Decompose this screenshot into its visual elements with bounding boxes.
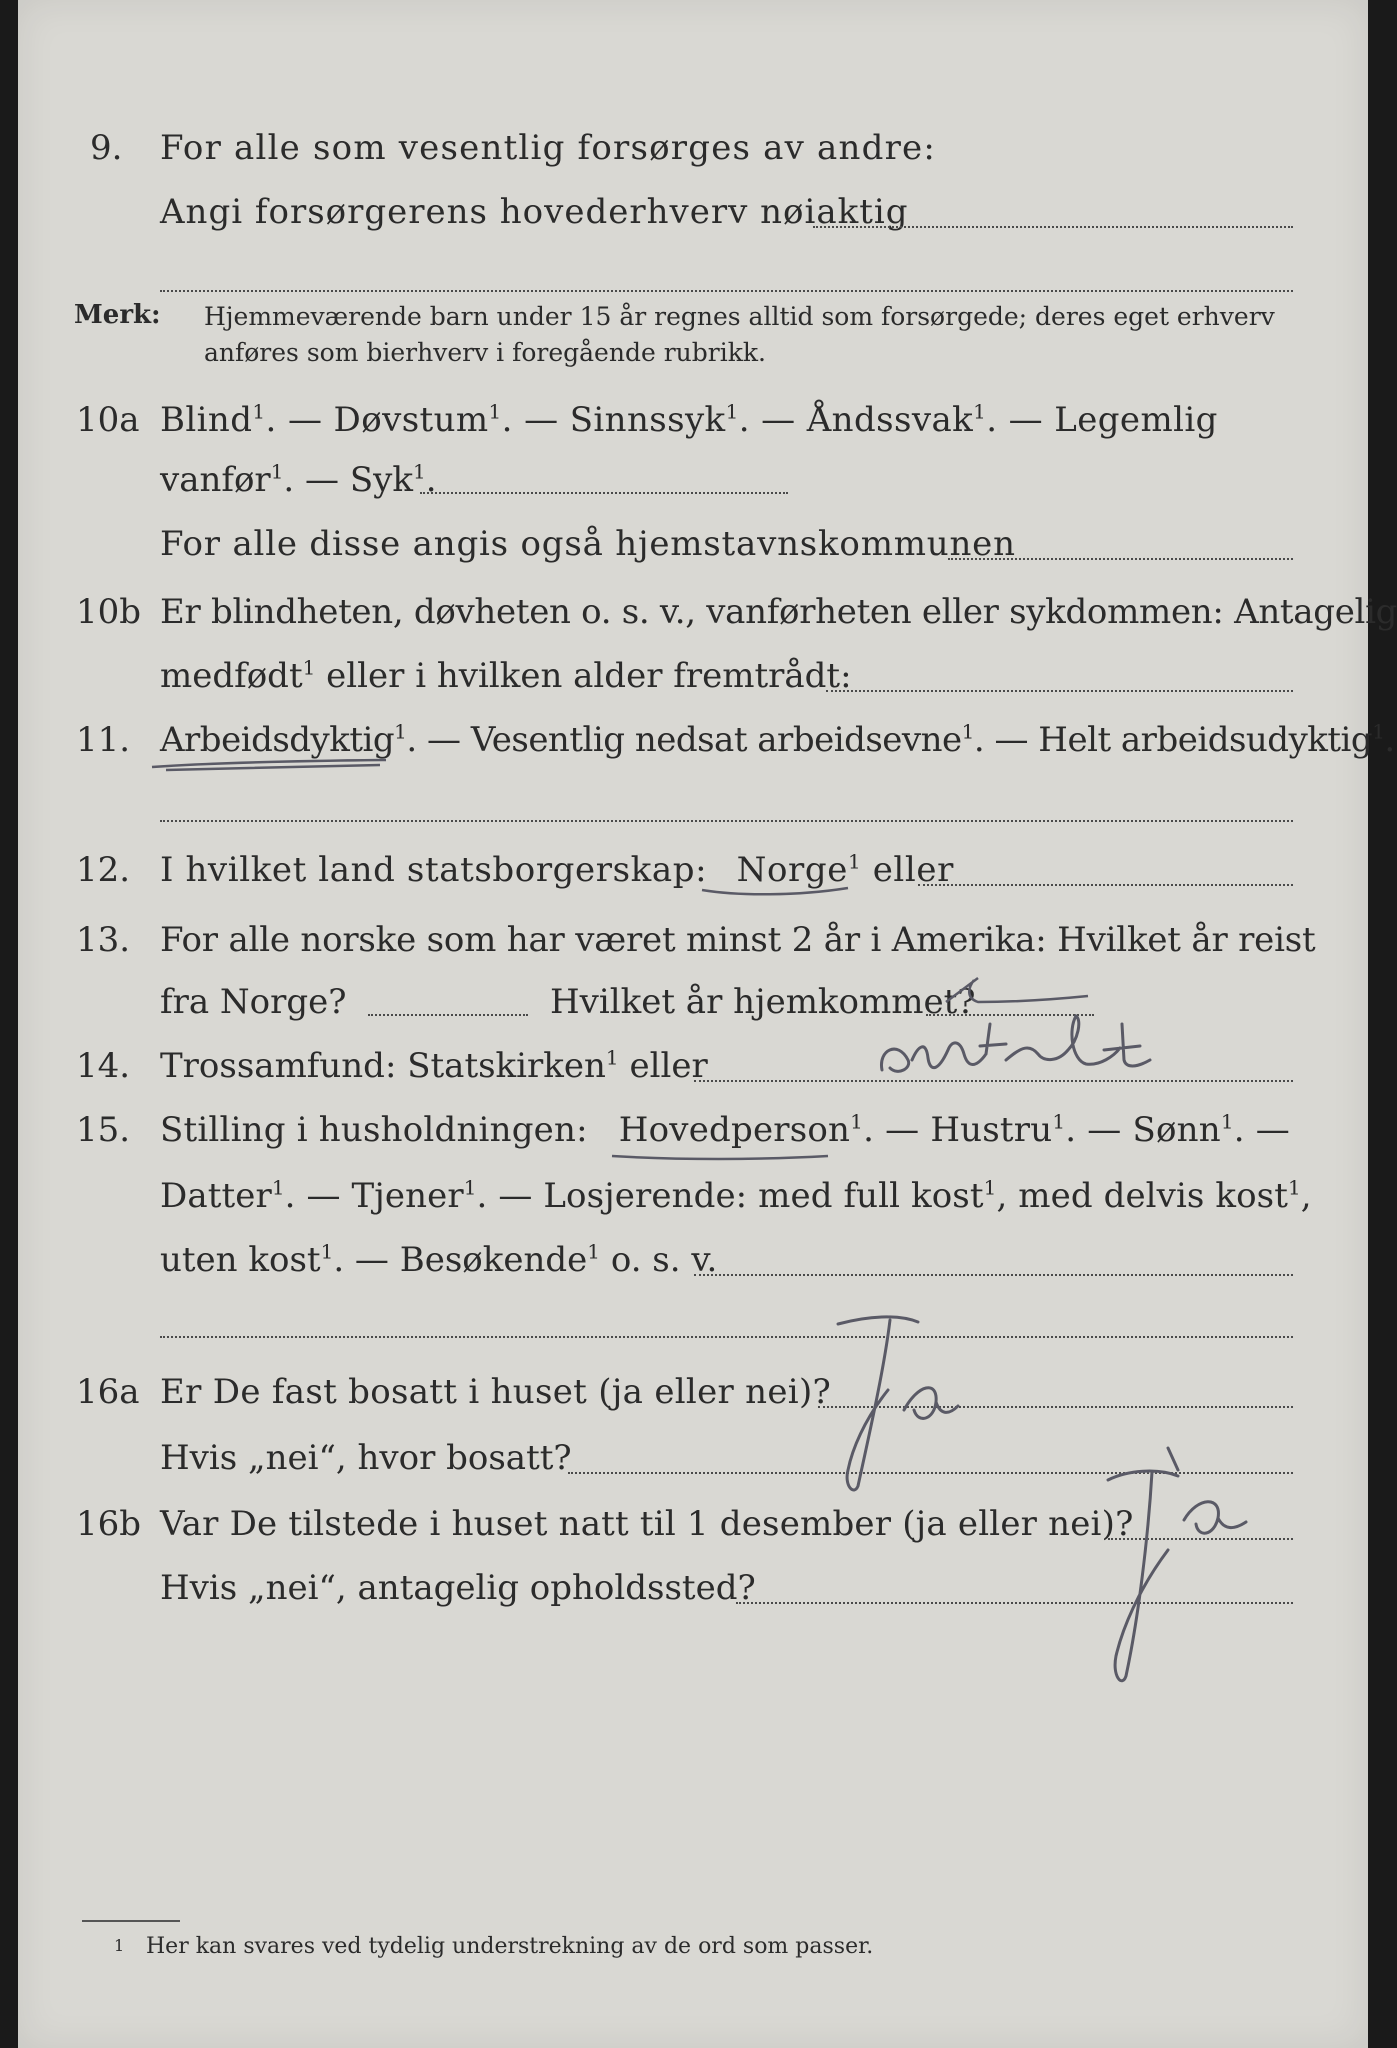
q13-line1: For alle norske som har været minst 2 år i Amerika: Hvilket år reist bbox=[160, 920, 1316, 960]
q16a-line2: Hvis „nei“, hvor bosatt? bbox=[160, 1438, 572, 1478]
q12-answer-line bbox=[918, 884, 1293, 886]
q16b-answer-text: Ja bbox=[1178, 1680, 1179, 1681]
q13-line2b: Hvilket år hjemkommet? bbox=[550, 982, 976, 1022]
q16a-handwritten-answer bbox=[818, 1310, 998, 1500]
footnote-text: Her kan svares ved tydelig understrekning av de ord som passer. bbox=[146, 1934, 874, 1959]
q16b-number: 16b bbox=[76, 1504, 142, 1544]
q9-answer-line bbox=[813, 226, 1293, 228]
q11-underline-mark bbox=[148, 755, 408, 775]
q13-reist-answer-line bbox=[368, 1014, 528, 1016]
q10b-answer-line bbox=[826, 690, 1293, 692]
q10b-line2: medfødt$^1$ eller i hvilken alder fremtrådt: bbox=[160, 655, 852, 696]
q10a-number: 10a bbox=[76, 400, 140, 440]
q10a-line1: Blind$^1$. — Døvstum$^1$. — Sinnssyk$^1$. — Åndssvak$^1$. — Legemlig bbox=[160, 399, 1218, 440]
q15-number: 15. bbox=[76, 1110, 131, 1150]
q15-line3: uten kost$^1$. — Besøkende$^1$ o. s. v. bbox=[160, 1239, 718, 1280]
q15-answer-line-2 bbox=[160, 1336, 1293, 1338]
census-form-page bbox=[18, 0, 1397, 2048]
q15-line2: Datter$^1$. — Tjener$^1$. — Losjerende: med full kost$^1$, med delvis kost$^1$, bbox=[160, 1175, 1312, 1216]
q14-line: Trossamfund: Statskirken$^1$ eller bbox=[160, 1045, 708, 1086]
q16b-line2: Hvis „nei“, antagelig opholdssted? bbox=[160, 1568, 756, 1608]
merk-label: Merk: bbox=[74, 300, 161, 330]
q11-line: Arbeidsdyktig$^1$. — Vesentlig nedsat arbeidsevne$^1$. — Helt arbeidsudyktig$^1$. bbox=[160, 719, 1395, 760]
q11-number: 11. bbox=[76, 720, 131, 760]
q14-answer-line bbox=[694, 1080, 1293, 1082]
q16a-line1: Er De fast bosatt i huset (ja eller nei)? bbox=[160, 1372, 832, 1412]
footnote-rule bbox=[82, 1920, 180, 1922]
q9-line1: For alle som vesentlig forsørges av andre: bbox=[160, 128, 937, 168]
q15-answer-line bbox=[694, 1274, 1293, 1276]
q10a-line3: For alle disse angis også hjemstavnskommunen bbox=[160, 524, 1016, 564]
q10a-syk-answer-line bbox=[420, 492, 788, 494]
q9-line2: Angi forsørgerens hovederhverv nøiaktig bbox=[160, 192, 909, 232]
q9-number: 9. bbox=[90, 128, 123, 168]
q16b-handwritten-answer bbox=[1078, 1440, 1278, 1690]
q13-line2a: fra Norge? bbox=[160, 982, 347, 1022]
q10b-line1: Er blindheten, døvheten o. s. v., vanførheten eller sykdommen: Antagelig bbox=[160, 592, 1397, 632]
q14-number: 14. bbox=[76, 1046, 131, 1086]
q10a-hjemstavn-answer-line bbox=[948, 558, 1293, 560]
q11-answer-line bbox=[160, 820, 1293, 822]
q15-underline-mark bbox=[608, 1148, 838, 1168]
footnote-mark: 1 bbox=[114, 1936, 125, 1955]
q13-number: 13. bbox=[76, 920, 131, 960]
q16a-number: 16a bbox=[76, 1372, 140, 1412]
merk-line2: anføres som bierhverv i foregående rubrikk. bbox=[204, 338, 766, 367]
q12-underline-mark bbox=[698, 882, 858, 902]
q14-answer-text: Intet bbox=[1028, 1074, 1031, 1075]
q10b-number: 10b bbox=[76, 592, 142, 632]
q16b-line1: Var De tilstede i huset natt til 1 desember (ja eller nei)? bbox=[160, 1504, 1134, 1544]
merk-line1: Hjemmeværende barn under 15 år regnes alltid som forsørgede; deres eget erhverv bbox=[204, 302, 1275, 331]
q9-answer-line-2 bbox=[160, 290, 1293, 292]
q10a-line2: vanfør$^1$. — Syk$^1$. bbox=[160, 459, 437, 500]
q14-handwritten-answer bbox=[868, 1010, 1188, 1080]
q12-number: 12. bbox=[76, 850, 131, 890]
q15-line1: Stilling i husholdningen: Hovedperson$^1$. — Hustru$^1$. — Sønn$^1$. — bbox=[160, 1109, 1291, 1150]
q12-line: I hvilket land statsborgerskap: Norge$^1$ eller bbox=[160, 849, 954, 890]
q16a-answer-text: Ja bbox=[908, 1490, 909, 1491]
